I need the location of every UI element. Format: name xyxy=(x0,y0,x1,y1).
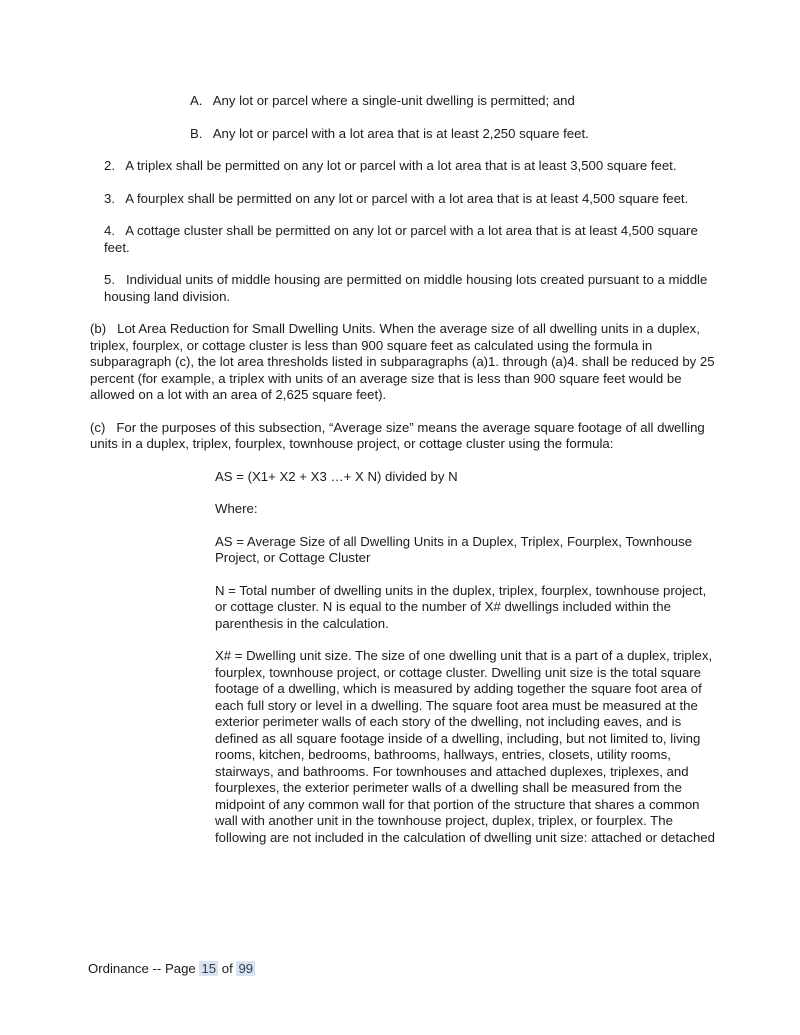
paragraph: (c) For the purposes of this subsection, “Average size” means the average square footage of all dwelling units in a duplex, triplex, fourplex, townhouse project, or cottage cluster using the formula: xyxy=(90,419,705,451)
paragraph: Where: xyxy=(215,501,258,516)
paragraph: 5. Individual units of middle housing are permitted on middle housing lots created pursuant to a middle housing land division. xyxy=(104,272,708,304)
paragraph: 2. A triplex shall be permitted on any lot or parcel with a lot area that is at least 3,500 square feet. xyxy=(104,158,677,173)
footer-page-number: 15 xyxy=(201,961,217,976)
paragraph: AS = Average Size of all Dwelling Units in a Duplex, Triplex, Fourplex, Townhouse Project, or Cottage Cluster xyxy=(215,533,693,565)
paragraph: 4. A cottage cluster shall be permitted on any lot or parcel with a lot area that is at least 4,500 square feet. xyxy=(104,223,698,255)
paragraph: (b) Lot Area Reduction for Small Dwelling Units. When the average size of all dwelling units in a duplex, triplex, fourplex, or cottage cluster is less than 900 square feet as calculated using the formula in subparagraph (c), the lot area thresholds listed in subparagraphs (a)1. through (a)4. shall be reduced by 25 percent (for example, a triplex with units of an average size that is less than 900 square feet would be allowed on a lot with an area of 2,625 square feet). xyxy=(90,321,715,402)
footer-of-label: of xyxy=(221,961,233,976)
paragraph: 3. A fourplex shall be permitted on any lot or parcel with a lot area that is at least 4,500 square feet. xyxy=(104,190,689,206)
paragraph: X# = Dwelling unit size. The size of one dwelling unit that is a part of a duplex, triplex, fourplex, townhouse project, or cottage cluster. Dwelling unit size is the total square footage of a dwelling, which is measured by adding together the square foot area of each full story or level in a dwelling. The square foot area must be measured at the exterior perimeter walls of each story of the dwelling, not including eaves, and is defined as all square footage inside of a dwelling, including, but not limited to, living rooms, kitchen, bedrooms, bathrooms, hallways, entries, closets, utility rooms, stairways, and bathrooms. For townhouses and attached duplexes, triplexes, and fourplexes, the exterior perimeter walls of a dwelling shall be measured from the midpoint of any common wall for that portion of the structure that shares a common wall with another unit in the townhouse project, duplex, triplex, or fourplex. The following are not included in the calculation of dwelling unit size: attached or detached xyxy=(215,648,715,845)
footer-total-pages: 99 xyxy=(238,961,254,976)
paragraph: B. Any lot or parcel with a lot area that is at least 2,250 square feet. xyxy=(190,125,589,141)
document-body xyxy=(90,93,715,862)
paragraph: A. Any lot or parcel where a single-unit dwelling is permitted; and xyxy=(190,93,575,108)
paragraph: N = Total number of dwelling units in the duplex, triplex, fourplex, townhouse project, or cottage cluster. N is equal to the number of X# dwellings included within the parenthesis in the calculation. xyxy=(215,582,707,631)
footer-label: Ordinance -- Page xyxy=(88,961,196,976)
paragraph: AS = (X1+ X2 + X3 …+ X N) divided by N xyxy=(215,468,458,484)
page-footer xyxy=(88,961,255,978)
